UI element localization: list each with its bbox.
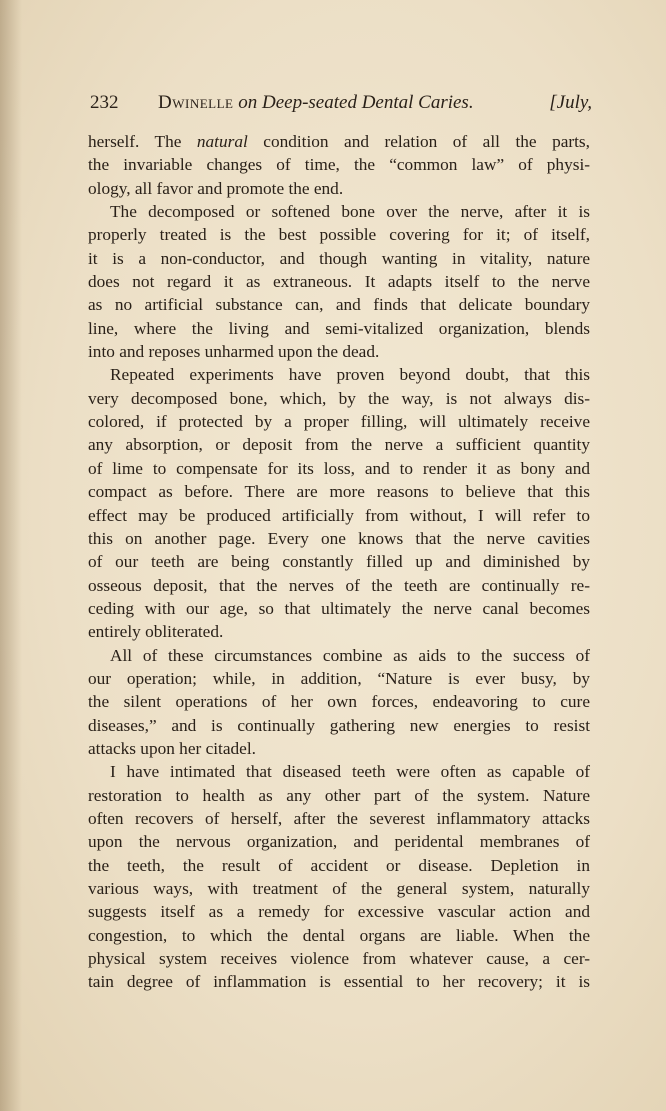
text-line: entirely obliterated.	[88, 622, 224, 642]
text-line: ology, all favor and promote the end.	[88, 178, 344, 198]
text-line: compact as before. There are more reasons to believe that this	[88, 482, 590, 502]
page-number: 232	[90, 92, 119, 113]
text-line: line, where the living and semi-vitalized organization, blends	[88, 318, 590, 338]
text-line: into and reposes unharmed upon the dead.	[88, 342, 380, 362]
text-line: various ways, with treatment of the general system, naturally	[88, 879, 590, 898]
text-line: physical system receives violence from whatever cause, a cer-	[88, 949, 590, 969]
text-line: it is a non-conductor, and though wanting in vitality, nature	[88, 248, 590, 268]
text-line: of lime to compensate for its loss, and to render it as bony and	[88, 458, 590, 478]
text-line: the silent operations of her own forces, endeavoring to cure	[88, 692, 590, 712]
text-line: I have intimated that diseased teeth were often as capable of	[110, 762, 590, 782]
text-line: any absorption, or deposit from the nerve a sufficient quantity	[88, 435, 590, 455]
text-line: attacks upon her citadel.	[88, 738, 256, 758]
text-line: our operation; while, in addition, “Nature is ever busy, by	[88, 668, 590, 688]
running-title	[158, 92, 474, 114]
text-line: tain degree of inflammation is essential to her recovery; it is	[88, 972, 590, 992]
text-line: effect may be produced artificially from without, I will refer to	[88, 505, 590, 525]
text-line: All of these circumstances combine as aids to the success of	[110, 645, 590, 665]
text-line: this on another page. Every one knows that the nerve cavities	[88, 528, 590, 548]
text-line: ceding with our age, so that ultimately the nerve canal becomes	[88, 598, 590, 618]
text-line: Repeated experiments have proven beyond doubt, that this	[110, 365, 590, 385]
running-title-italic: on Deep-seated Dental Caries.	[238, 92, 474, 113]
text-line: suggests itself as a remedy for excessive vascular action and	[88, 902, 590, 922]
text-line: of our teeth are being constantly filled up and diminished by	[88, 552, 590, 572]
text-line: often recovers of herself, after the severest inflammatory attacks	[88, 808, 590, 828]
text-line: the teeth, the result of accident or disease. Depletion in	[88, 855, 590, 875]
text-line: upon the nervous organization, and peridental membranes of	[88, 832, 590, 852]
text-line: as no artificial substance can, and finds that delicate boundary	[88, 295, 590, 315]
text-line: restoration to health as any other part of the system. Nature	[88, 785, 590, 805]
text-line: colored, if protected by a proper filling, will ultimately receive	[88, 412, 590, 432]
text-line: the invariable changes of time, the “common law” of physi-	[88, 155, 590, 175]
text-line: osseous deposit, that the nerves of the teeth are continually re-	[88, 575, 590, 595]
text-line: congestion, to which the dental organs are liable. When the	[88, 925, 590, 945]
text-line: diseases,” and is continually gathering new energies to resist	[88, 715, 590, 735]
text-line: does not regard it as extraneous. It adapts itself to the nerve	[88, 272, 590, 292]
text-line: The decomposed or softened bone over the nerve, after it is	[110, 202, 590, 222]
running-author: Dwinelle	[158, 92, 234, 113]
running-head	[90, 92, 590, 122]
spine-shadow	[0, 0, 22, 1111]
body-text	[88, 130, 590, 994]
running-date: [July,	[549, 92, 592, 113]
text-line: herself. The natural condition and relation of all the parts,	[88, 132, 590, 151]
text-line: very decomposed bone, which, by the way, is not always dis-	[88, 388, 590, 408]
text-line: properly treated is the best possible covering for it; of itself,	[88, 225, 590, 245]
